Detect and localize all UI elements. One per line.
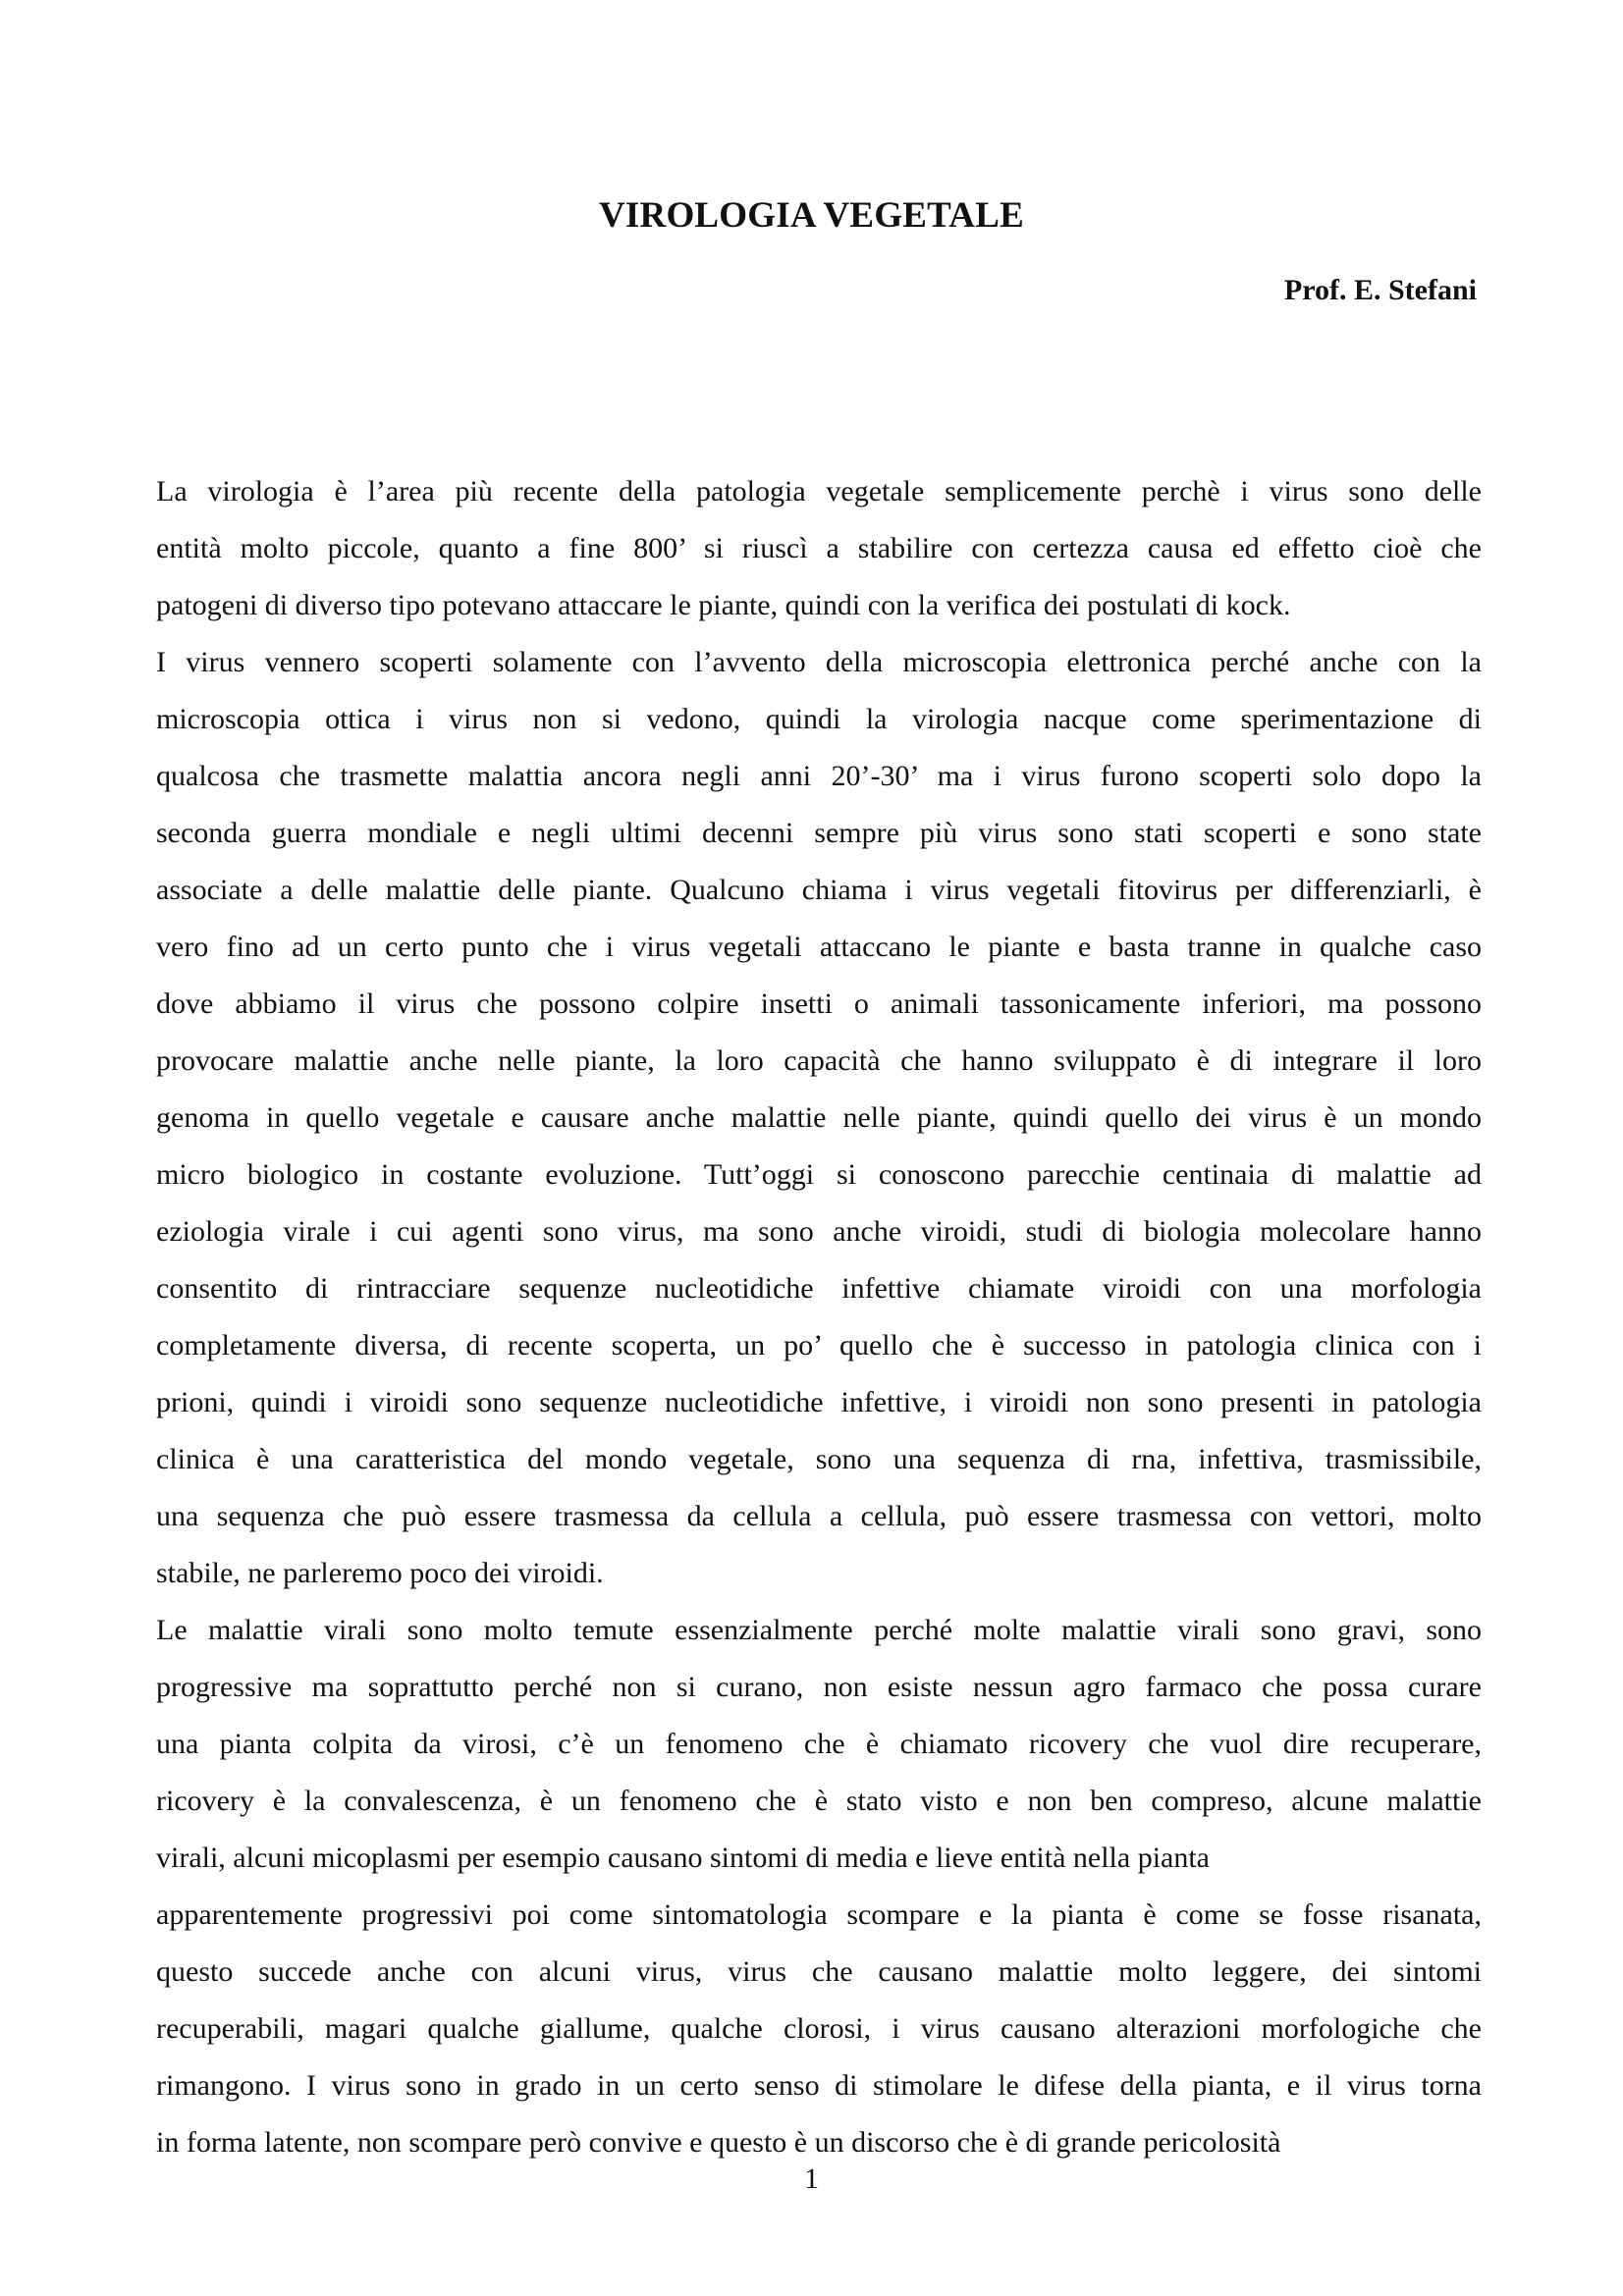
text-line: microscopia ottica i virus non si vedono, quindi la virologia nacque come sperimentazione di — [156, 703, 1482, 735]
text-line: prioni, quindi i viroidi sono sequenze nucleotidiche infettive, i viroidi non sono presenti in patologia — [156, 1386, 1482, 1418]
text-line: consentito di rintracciare sequenze nucleotidiche infettive chiamate viroidi con una morfologia — [156, 1272, 1482, 1305]
text-line: apparentemente progressivi poi come sintomatologia scompare e la pianta è come se fosse risanata, — [156, 1898, 1482, 1931]
text-line: associate a delle malattie delle piante. Qualcuno chiama i virus vegetali fitovirus per differenziarli, è — [156, 874, 1482, 906]
text-line: in forma latente, non scompare però convive e questo è un discorso che è di grande pericolosità — [156, 2126, 1281, 2159]
text-line: micro biologico in costante evoluzione. Tutt’oggi si conoscono parecchie centinaia di malattie ad — [156, 1158, 1482, 1191]
text-line: genoma in quello vegetale e causare anche malattie nelle piante, quindi quello dei virus è un mondo — [156, 1101, 1482, 1134]
text-line: clinica è una caratteristica del mondo vegetale, sono una sequenza di rna, infettiva, trasmissibile, — [156, 1443, 1482, 1475]
text-line: provocare malattie anche nelle piante, la loro capacità che hanno sviluppato è di integrare il loro — [156, 1044, 1482, 1077]
text-line: rimangono. I virus sono in grado in un certo senso di stimolare le difese della pianta, e il virus torna — [156, 2069, 1482, 2102]
document-title: VIROLOGIA VEGETALE — [599, 195, 1024, 236]
text-line: completamente diversa, di recente scoperta, un po’ quello che è successo in patologia clinica con i — [156, 1329, 1482, 1362]
text-line: recuperabili, magari qualche giallume, qualche clorosi, i virus causano alterazioni morfologiche che — [156, 2012, 1482, 2045]
text-line: qualcosa che trasmette malattia ancora negli anni 20’-30’ ma i virus furono scoperti solo dopo la — [156, 760, 1482, 792]
text-line: questo succede anche con alcuni virus, virus che causano malattie molto leggere, dei sintomi — [156, 1955, 1482, 1988]
text-line: virali, alcuni micoplasmi per esempio causano sintomi di media e lieve entità nella pianta — [156, 1842, 1210, 1874]
body-text — [156, 463, 1482, 2171]
text-line: ricovery è la convalescenza, è un fenomeno che è stato visto e non ben compreso, alcune malattie — [156, 1785, 1482, 1817]
author-name: Prof. E. Stefani — [1283, 274, 1477, 306]
text-line: progressive ma soprattutto perché non si curano, non esiste nessun agro farmaco che possa curare — [156, 1671, 1482, 1703]
text-line: La virologia è l’area più recente della patologia vegetale semplicemente perchè i virus sono delle — [156, 475, 1482, 507]
text-line: entità molto piccole, quanto a fine 800’ si riuscì a stabilire con certezza causa ed effetto cioè che — [156, 532, 1482, 564]
text-line: patogeni di diverso tipo potevano attaccare le piante, quindi con la verifica dei postulati di kock. — [156, 589, 1291, 621]
text-line: eziologia virale i cui agenti sono virus, ma sono anche viroidi, studi di biologia molecolare hanno — [156, 1215, 1482, 1248]
text-line: stabile, ne parleremo poco dei viroidi. — [156, 1557, 604, 1589]
page-number: 1 — [804, 2163, 819, 2195]
text-line: seconda guerra mondiale e negli ultimi decenni sempre più virus sono stati scoperti e sono state — [156, 817, 1482, 849]
text-line: una sequenza che può essere trasmessa da cellula a cellula, può essere trasmessa con vettori, molto — [156, 1500, 1482, 1532]
text-line: vero fino ad un certo punto che i virus vegetali attaccano le piante e basta tranne in qualche caso — [156, 931, 1482, 963]
text-line: una pianta colpita da virosi, c’è un fenomeno che è chiamato ricovery che vuol dire recuperare, — [156, 1728, 1482, 1760]
text-line: dove abbiamo il virus che possono colpire insetti o animali tassonicamente inferiori, ma possono — [156, 988, 1482, 1020]
text-line: I virus vennero scoperti solamente con l’avvento della microscopia elettronica perché anche con la — [156, 646, 1482, 678]
text-line: Le malattie virali sono molto temute essenzialmente perché molte malattie virali sono gravi, sono — [156, 1614, 1482, 1646]
